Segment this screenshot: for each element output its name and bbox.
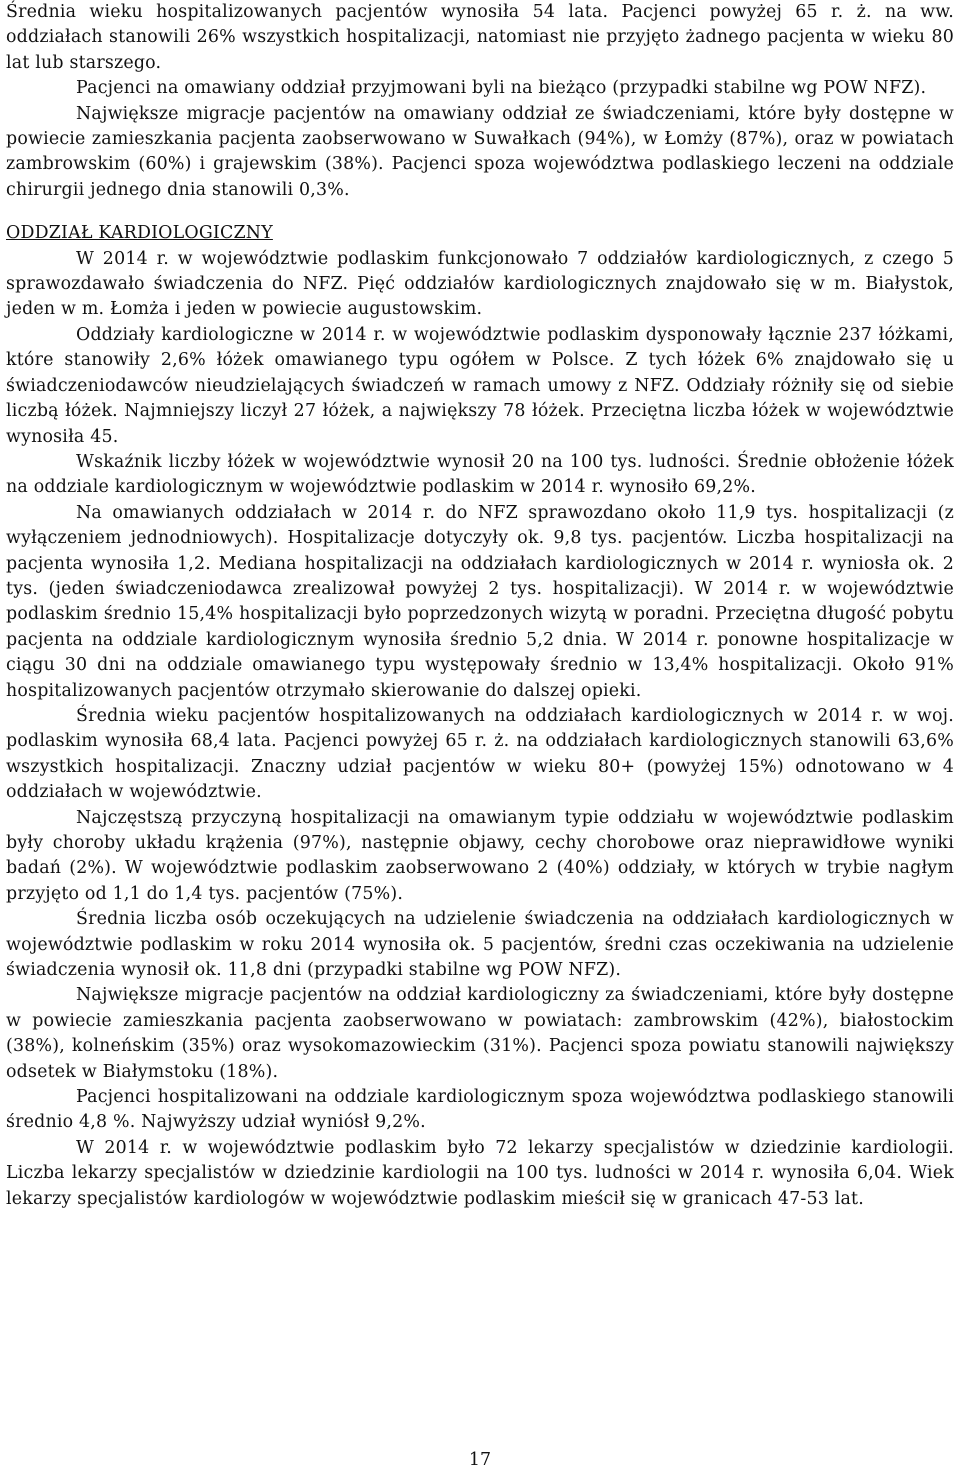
section-heading: ODDZIAŁ KARDIOLOGICZNY bbox=[6, 223, 273, 244]
paragraph-migrations: Największe migracje pacjentów na omawiany oddział ze świadczeniami, które były dostępne w powiecie zamieszkania pacjenta zaobserwowano w Suwałkach (94%), w Łomży (87%), oraz w powiatach zambrowskim (60%) i grajewskim (38%). Pacjenci spoza województwa podlaskiego leczeni na oddziale chirurgii jednego dnia stanowili 0,3%. bbox=[6, 103, 954, 200]
page-number: 17 bbox=[468, 1450, 492, 1470]
paragraph-patient-age: Średnia wieku pacjentów hospitalizowanych na oddziałach kardiologicznych w 2014 r. w woj. podlaskim wynosiła 68,4 lata. Pacjenci powyżej 65 r. ż. na oddziałach kardiologicznych stanowili 63,6% wszystkich hospitalizacji. Znaczny udział pacjentów w wieku 80+ (powyżej 15%) odnotowano w 4 oddziałach w województwie. bbox=[6, 705, 954, 803]
paragraph-specialists: W 2014 r. w województwie podlaskim było 72 lekarzy specjalistów w dziedzinie kardiologii. Liczba lekarzy specjalistów w dziedzinie kardiologii na 100 tys. ludności w 2014 r. wynosiła 6,04. Wiek lekarzy specjalistów kardiologów w województwie podlaskim mieścił się w granicach 47-53 lat. bbox=[6, 1137, 954, 1209]
paragraph-hospitalizations: Na omawianych oddziałach w 2014 r. do NFZ sprawozdano około 11,9 tys. hospitalizacji (z wyłączeniem jednodniowych). Hospitalizacje dotyczyły ok. 9,8 tys. pacjentów. Liczba hospitalizacji na pacjenta wynosiła 1,2. Mediana hospitalizacji na oddziałach kardiologicznych w 2014 r. wyniosła ok. 2 tys. (jeden świadczeniodawca zrealizował powyżej 2 tys. hospitalizacji). W 2014 r. w województwie podlaskim średnio 15,4% hospitalizacji było poprzedzonych wizytą w poradni. Przeciętna długość pobytu pacjenta na oddziale kardiologicznym wynosiła średnio 5,2 dnia. W 2014 r. ponowne hospitalizacje w ciągu 30 dni na oddziale omawianego typu występowały średnio w 13,4% hospitalizacji. Około 91% hospitalizowanych pacjentów otrzymało skierowanie do dalszej opieki. bbox=[6, 502, 954, 701]
paragraph-out-of-region: Pacjenci hospitalizowani na oddziale kardiologicznym spoza województwa podlaskiego stanowili średnio 4,8 %. Najwyższy udział wyniósł 9,2%. bbox=[6, 1087, 954, 1133]
document-body bbox=[6, 0, 954, 1212]
paragraph-ward-count: W 2014 r. w województwie podlaskim funkcjonowało 7 oddziałów kardiologicznych, z czego 5 sprawozdawało świadczenia do NFZ. Pięć oddziałów kardiologicznych znajdowało się w m. Białystok, jeden w m. Łomża i jeden w powiecie augustowskim. bbox=[6, 248, 954, 320]
paragraph-causes: Najczęstszą przyczyną hospitalizacji na omawianym typie oddziału w województwie podlaskim były choroby układu krążenia (97%), następnie objawy, cechy chorobowe oraz nieprawidłowe wyniki badań (2%). W województwie podlaskim zaobserwowano 2 (40%) oddziały, w których w trybie nagłym przyjęto od 1,1 do 1,4 tys. pacjentów (75%). bbox=[6, 807, 954, 904]
paragraph-beds: Oddziały kardiologiczne w 2014 r. w województwie podlaskim dysponowały łącznie 237 łóżkami, które stanowiły 2,6% łóżek omawianego typu ogółem w Polsce. Z tych łóżek 6% znajdowało się u świadczeniodawców nieudzielających świadczeń w ramach umowy z NFZ. Oddziały różniły się od siebie liczbą łóżek. Najmniejszy liczył 27 łóżek, a największy 78 łóżek. Przeciętna liczba łóżek w województwie wynosiła 45. bbox=[6, 324, 954, 447]
paragraph-waiting: Średnia liczba osób oczekujących na udzielenie świadczenia na oddziałach kardiologicznych w województwie podlaskim w roku 2014 wynosiła ok. 5 pacjentów, średni czas oczekiwania na udzielenie świadczenia wynosił ok. 11,8 dni (przypadki stabilne wg POW NFZ). bbox=[6, 909, 954, 981]
paragraph-admissions: Pacjenci na omawiany oddział przyjmowani byli na bieżąco (przypadki stabilne wg POW NFZ). bbox=[76, 78, 927, 99]
paragraph-age-stats: Średnia wieku hospitalizowanych pacjentów wynosiła 54 lata. Pacjenci powyżej 65 r. ż. na ww. oddziałach stanowili 26% wszystkich hospitalizacji, natomiast nie przyjęto żadnego pacjenta w wieku 80 lat lub starszego. bbox=[6, 2, 954, 73]
paragraph-cardio-migrations: Największe migracje pacjentów na oddział kardiologiczny za świadczeniami, które były dostępne w powiecie zamieszkania pacjenta zaobserwowano w powiatach: zambrowskim (42%), białostockim (38%), kolneńskim (35%) oraz wysokomazowieckim (31%). Pacjenci spoza powiatu stanowili największy odsetek w Białymstoku (18%). bbox=[6, 985, 954, 1082]
paragraph-bed-index: Wskaźnik liczby łóżek w województwie wynosił 20 na 100 tys. ludności. Średnie obłożenie łóżek na oddziale kardiologicznym w województwie podlaskim w 2014 r. wynosiło 69,2%. bbox=[6, 451, 954, 498]
